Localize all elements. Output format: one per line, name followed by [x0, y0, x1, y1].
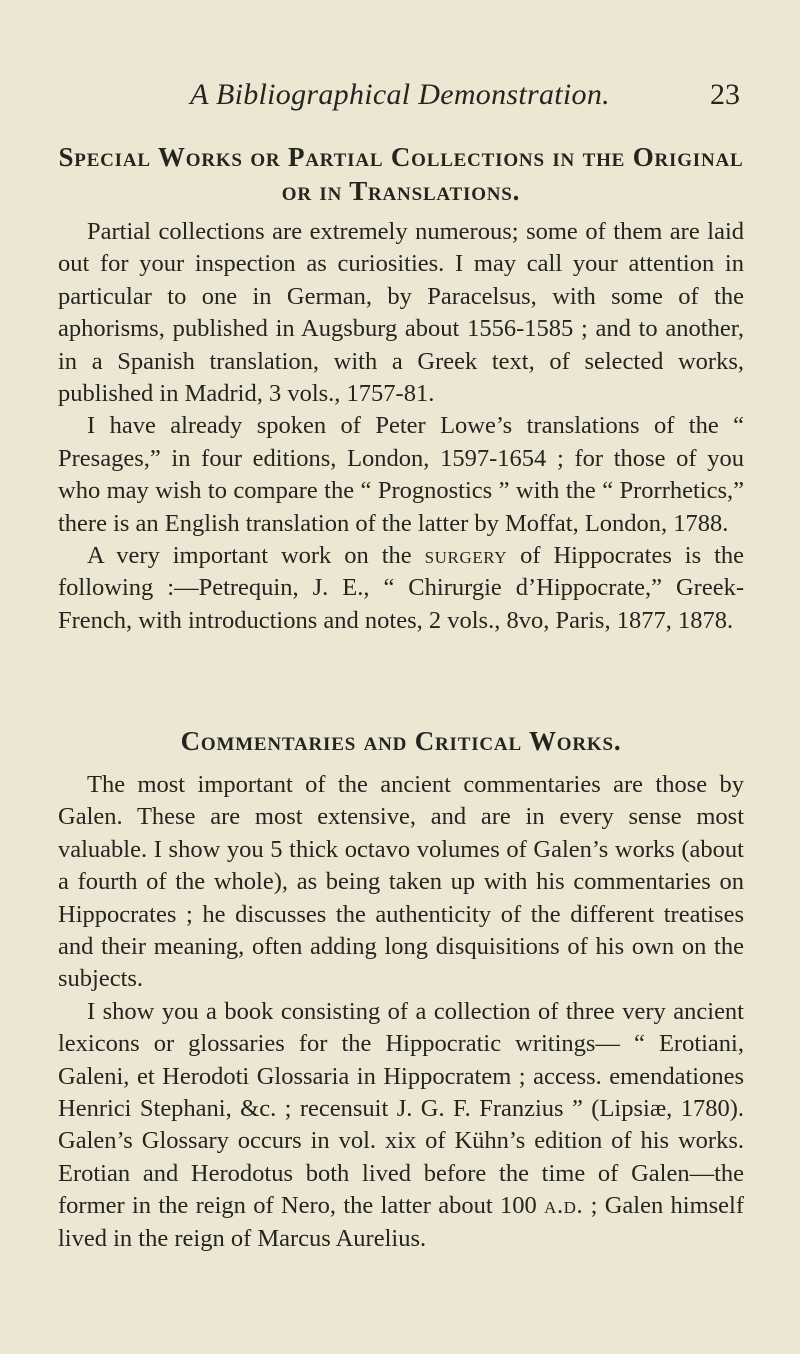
text-run: ; Galen himself lived in the reign of Marcus Aurelius.	[58, 1192, 745, 1252]
small-caps-term: surgery	[424, 542, 508, 570]
running-head	[0, 78, 800, 118]
paragraph-surgery-work	[58, 540, 744, 637]
page-number: 23	[710, 78, 740, 111]
section-special-works	[58, 140, 744, 637]
section-heading-special-works	[58, 140, 744, 208]
paragraph-lowe-translations: I have already spoken of Peter Lowe’s translations of the “ Presages,” in four editions, London, 1597-1654 ; for those of you who may wish to compare the “ Prognostics ” with the “ Prorrhetics,” there is an English translation of the latter by Moffat, London, 1788.	[58, 412, 744, 537]
heading-line-2: or in Translations.	[281, 176, 521, 206]
section-commentaries	[58, 724, 744, 1255]
heading-line-1: Special Works or Partial Collections in the Original	[58, 142, 744, 172]
small-caps-term: a.d.	[544, 1192, 584, 1220]
text-run: A very important work on the	[87, 542, 412, 570]
paragraph-glossaries	[58, 996, 744, 1255]
section-heading-commentaries: Commentaries and Critical Works.	[180, 726, 622, 756]
text-run: of Hippocrates is the following :—Petrequin, J. E., “ Chirurgie d’Hippocrate,” Greek-French, with introductions and notes, 2 vols., 8vo, Paris, 1877, 1878.	[58, 542, 745, 634]
paragraph-partial-collections: Partial collections are extremely numerous; some of them are laid out for your inspection as curiosities. I may call your attention in particular to one in German, by Paracelsus, with some of the aphorisms, published in Augsburg about 1556-1585 ; and to another, in a Spanish translation, with a Greek text, of selected works, published in Madrid, 3 vols., 1757-81.	[58, 218, 744, 408]
text-run: I show you a book consisting of a collection of three very ancient lexicons or glossaries for the Hippocratic writings— “ Erotiani, Galeni, et Herodoti Glossaria in Hippocratem ; access. emendationes Henrici Stephani, &c. ; recensuit J. G. F. Franzius ” (Lipsiæ, 1780). Galen’s Glossary occurs in vol. xix of Kühn’s edition of his works. Erotian and Herodotus both lived before the time of Galen—the former in the reign of Nero, the latter about 100	[58, 997, 744, 1220]
running-head-title: A Bibliographical Demonstration.	[190, 78, 610, 111]
paragraph-galen-commentaries: The most important of the ancient commentaries are those by Galen. These are most extensive, and are in every sense most valuable. I show you 5 thick octavo volumes of Galen’s works (about a fourth of the whole), as being taken up with his commentaries on Hippocrates ; he discusses the authenticity of the different treatises and their meaning, often adding long disquisitions of his own on the subjects.	[58, 771, 744, 993]
